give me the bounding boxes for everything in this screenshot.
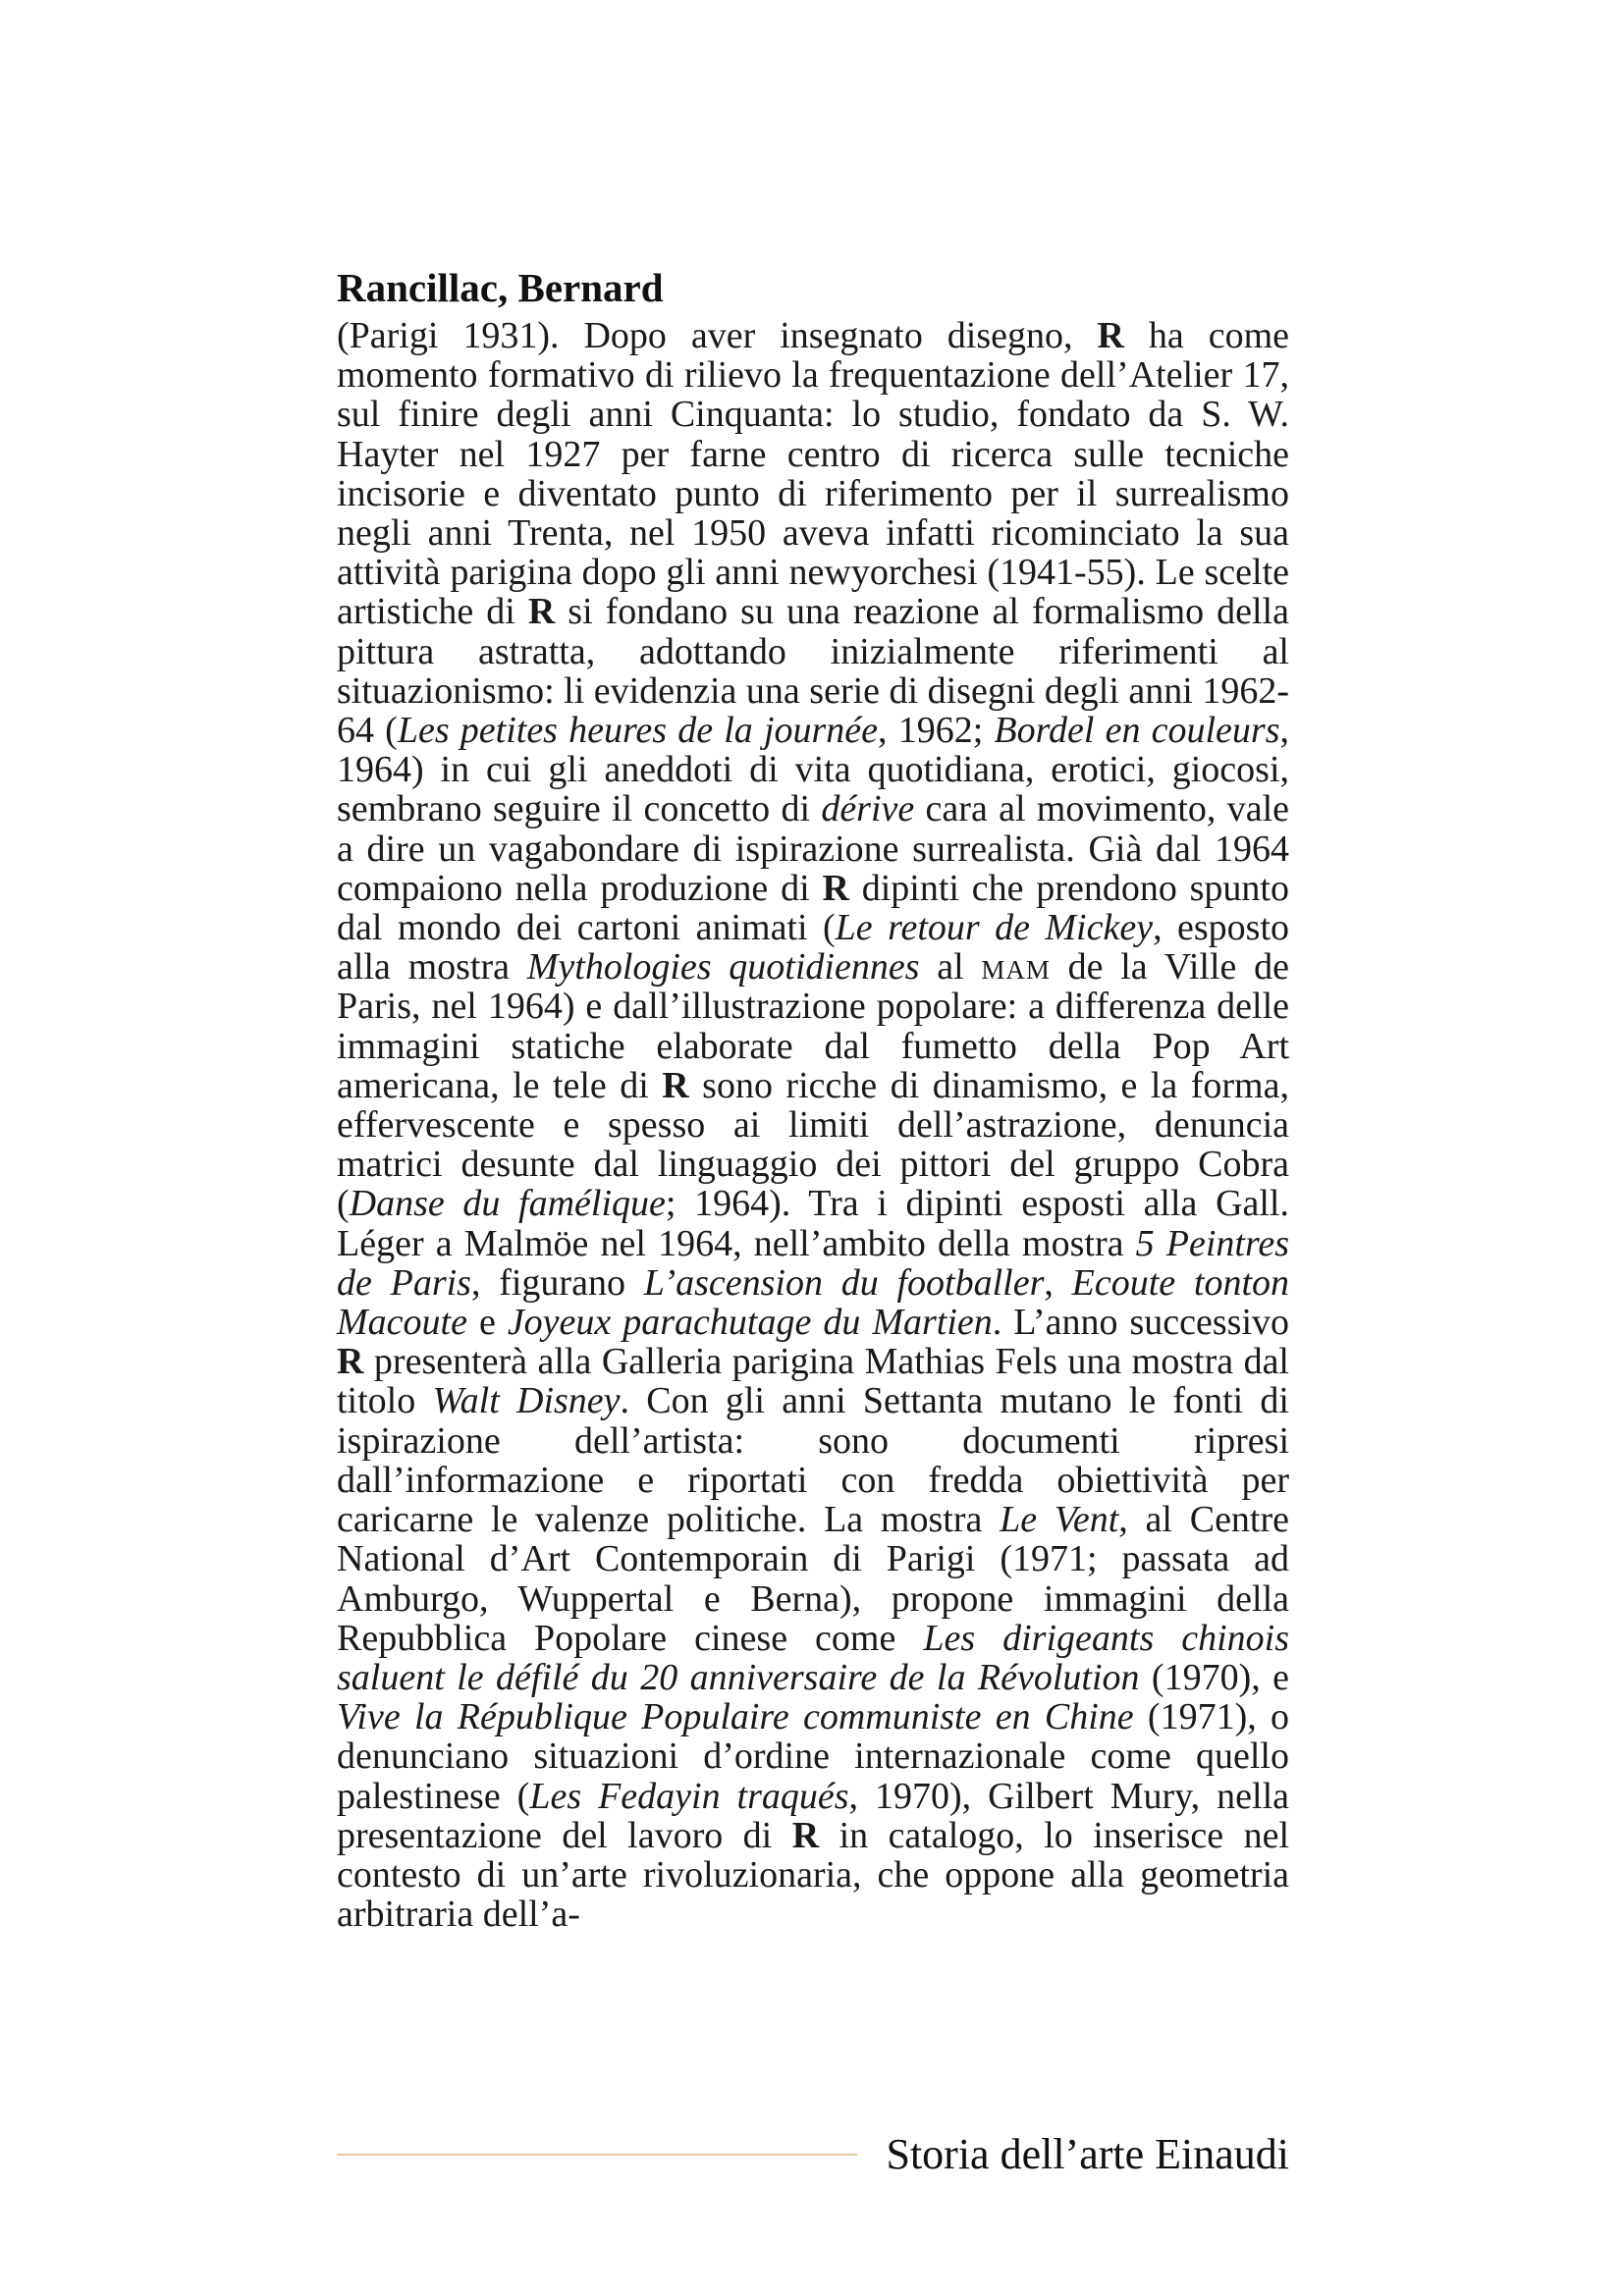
body-text: , al Centre National d’Art Contemporain di Parigi (1971; passata ad Amburgo, Wuppertal e Berna), propone immagini della Repubblica Popolare cinese come (337, 1499, 1290, 1659)
encyclopedia-entry (337, 265, 1289, 1934)
work-title: dérive (821, 788, 915, 830)
body-text: sono ricche di dinamismo, e la forma, effervescente e spesso ai limiti dell’astrazione, denuncia matrici desunte dal linguaggio dei pittori del gruppo Cobra ( (337, 1064, 1289, 1225)
entry-title: Rancillac, Bernard (337, 265, 664, 310)
work-title: Vive la République Populaire communiste en Chine (337, 1696, 1134, 1738)
body-text: presenterà alla Galleria parigina Mathias Fels una mostra dal titolo (337, 1341, 1289, 1422)
artist-initial: R (822, 867, 849, 909)
body-text: al (919, 946, 982, 988)
work-title: Les Fedayin traqués (529, 1775, 849, 1817)
body-text: , 1962; (878, 710, 995, 752)
body-text: , (1044, 1261, 1072, 1304)
body-text: , 1964) in cui gli aneddoti di vita quotidiana, erotici, giocosi, sembrano seguire il concetto di (337, 710, 1289, 830)
body-text: e (466, 1302, 508, 1344)
footer-publisher: Storia dell’arte Einaudi (886, 2130, 1289, 2178)
body-text: ha come momento formativo di rilievo la frequentazione dell’Atelier 17, sul finire degli anni Cinquanta: lo studio, fondato da S. W. Hayter nel 1927 per farne centro di ricerca sulle tecniche incisorie e diventato punto di riferimento per il surrealismo negli anni Trenta, nel 1950 aveva infatti ricominciato la sua attività parigina dopo gli anni newyorchesi (1941-55). Le scelte artistiche di (337, 315, 1289, 633)
footer-rule (337, 2154, 857, 2156)
artist-initial: R (662, 1064, 689, 1106)
body-text: cara al movimento, vale a dire un vagabondare di ispirazione surrealista. Già dal 1964 compaiono nella produzione di (337, 788, 1289, 909)
work-title: Le Vent (1000, 1499, 1119, 1541)
artist-initial: R (1097, 315, 1124, 356)
work-title: Danse du famélique (349, 1183, 666, 1225)
body-text: , 1970), Gilbert Mury, nella presentazione del lavoro di (337, 1775, 1289, 1856)
work-title: L’ascension du footballer (643, 1261, 1045, 1304)
body-text: , esposto alla mostra (337, 907, 1290, 988)
work-title: Mythologies quotidiennes (526, 946, 920, 988)
work-title: Bordel en couleurs (994, 710, 1280, 752)
body-text: in catalogo, lo inserisce nel contesto di un’arte rivoluzionaria, che oppone alla geometria arbitraria dell’a- (337, 1814, 1289, 1936)
work-title: 5 Peintres de Paris (337, 1222, 1289, 1304)
body-text: de la Ville de Paris, nel 1964) e dall’illustrazione popolare: a differenza delle immagini statiche elaborate dal fumetto della Pop Art americana, le tele di (337, 946, 1290, 1106)
entry-body (337, 316, 1289, 1934)
work-title: Ecoute tonton Macoute (337, 1261, 1289, 1344)
body-text: , figurano (470, 1261, 644, 1304)
work-title: Joyeux parachutage du Martien (507, 1302, 993, 1344)
work-title: Walt Disney (432, 1380, 621, 1422)
body-text: si fondano su una reazione al formalismo della pittura astratta, adottando inizialmente riferimenti al situazionismo: li evidenzia una serie di disegni degli anni 1962-64 ( (337, 591, 1289, 752)
body-text: (1971), o denunciano situazioni d’ordine internazionale come quello palestinese ( (337, 1696, 1290, 1817)
artist-initial: R (337, 1341, 364, 1383)
work-title: Le retour de Mickey (835, 907, 1154, 949)
body-text: . Con gli anni Settanta mutano le fonti di ispirazione dell’artista: sono documenti ripresi dall’informazione e riportati con fredda obiettività per caricarne le valenze politiche. La mostra (337, 1380, 1289, 1541)
page-footer (337, 2130, 1289, 2179)
body-text: ; 1964). Tra i dipinti esposti alla Gall. Léger a Malmöe nel 1964, nell’ambito della mostra (337, 1183, 1289, 1264)
body-text: (1970), e (1139, 1656, 1289, 1698)
artist-initial: R (791, 1814, 820, 1856)
work-title: Les petites heures de la journée (397, 710, 879, 752)
artist-initial: R (527, 591, 556, 633)
work-title: Les dirigeants chinois saluent le défilé du 20 anniversaire de la Révolution (337, 1617, 1289, 1698)
body-text: . L’anno successivo (992, 1302, 1290, 1344)
body-text: (Parigi 1931). Dopo aver insegnato disegno, (337, 315, 1098, 356)
body-text: dipinti che prendono spunto dal mondo dei cartoni animati ( (337, 867, 1289, 949)
museum-abbreviation: mam (981, 946, 1051, 988)
